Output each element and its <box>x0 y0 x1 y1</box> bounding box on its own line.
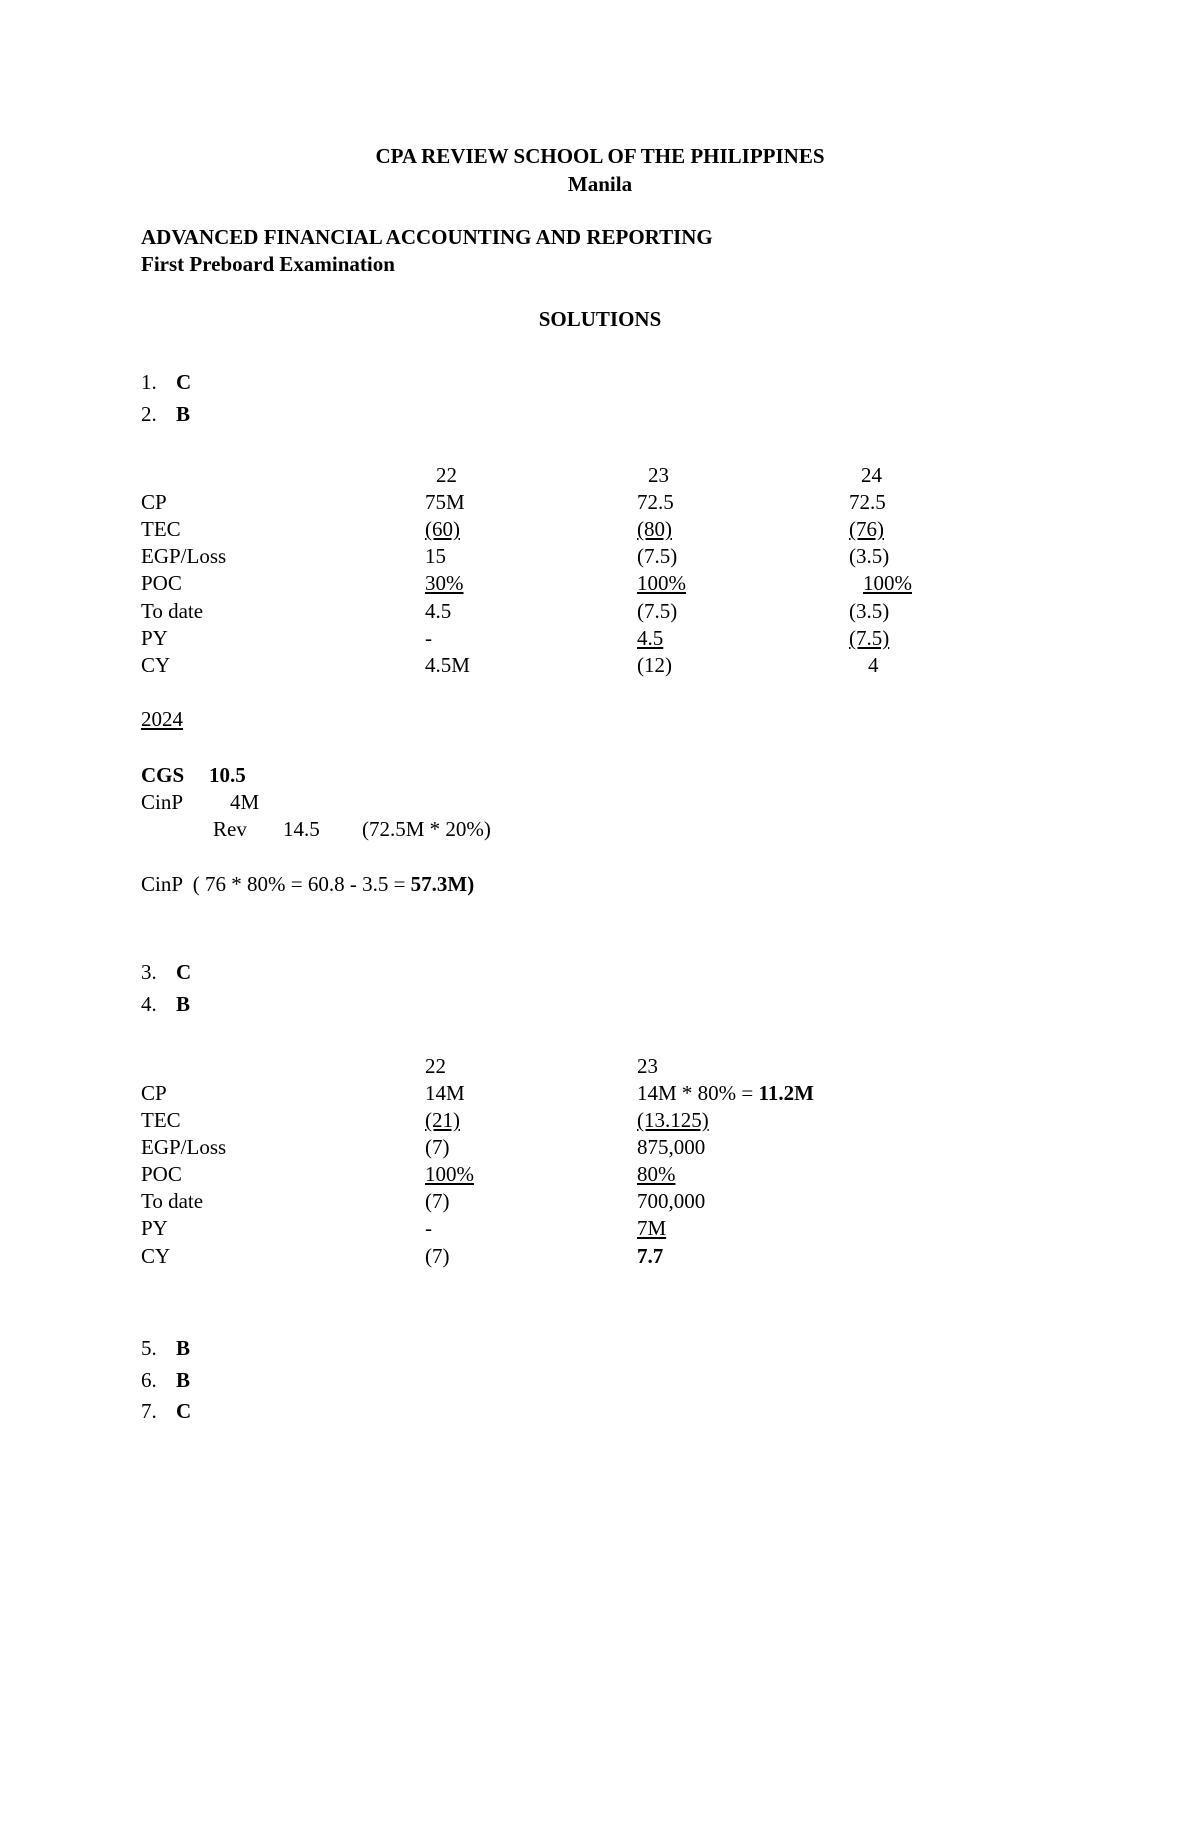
table-cell: 80% <box>637 1162 676 1186</box>
entry-year: 2024 <box>141 707 183 731</box>
answer-letter: B <box>176 1368 191 1392</box>
row-label: PY <box>141 626 168 650</box>
row-label: EGP/Loss <box>141 1135 227 1159</box>
answer-number: 2. <box>141 402 157 426</box>
table-cell: 14M <box>425 1081 465 1105</box>
table-cell: 4.5 <box>425 599 452 623</box>
table-cell: (3.5) <box>849 544 890 568</box>
table-cell: 72.5 <box>637 490 674 514</box>
table-cell: 875,000 <box>637 1135 706 1159</box>
table-cell: (7.5) <box>637 599 678 623</box>
table-cell: 30% <box>425 571 464 595</box>
row-label: PY <box>141 1216 168 1240</box>
column-header: 23 <box>648 463 669 487</box>
answer-number: 5. <box>141 1336 157 1360</box>
cinp-calculation <box>141 871 474 897</box>
cinp-calc-text: CinP ( 76 * 80% = 60.8 - 3.5 = <box>141 872 411 896</box>
answer-number: 1. <box>141 370 157 394</box>
table-cell: (3.5) <box>849 599 890 623</box>
cinp-calc-result: 57.3M) <box>410 872 475 896</box>
cp-formula: 14M * 80% = <box>637 1081 759 1105</box>
row-label: CP <box>141 1081 167 1105</box>
table-cell: (12) <box>637 653 672 677</box>
answer-number: 7. <box>141 1399 157 1423</box>
column-header: 22 <box>436 463 457 487</box>
answer-letter: C <box>176 370 192 394</box>
table-cell <box>637 1080 814 1106</box>
answer-letter: B <box>176 992 191 1016</box>
row-label: TEC <box>141 517 181 541</box>
answer-number: 6. <box>141 1368 157 1392</box>
table-cell: - <box>425 1216 432 1240</box>
table-cell: (7.5) <box>849 626 890 650</box>
row-label: CP <box>141 490 167 514</box>
table-cell: (80) <box>637 517 672 541</box>
answer-number: 3. <box>141 960 157 984</box>
table-cell: 100% <box>637 571 686 595</box>
row-label: POC <box>141 1162 182 1186</box>
city: Manila <box>567 172 633 196</box>
entry-account: CGS <box>141 763 185 787</box>
answer-letter: B <box>176 1336 191 1360</box>
answer-letter: B <box>176 402 191 426</box>
entry-account: CinP <box>141 790 184 814</box>
table-cell: 700,000 <box>637 1189 706 1213</box>
table-cell: (21) <box>425 1108 460 1132</box>
entry-amount: 10.5 <box>209 763 246 787</box>
entry-amount: 14.5 <box>283 817 320 841</box>
row-label: To date <box>141 1189 204 1213</box>
table-cell: 4.5M <box>425 653 470 677</box>
row-label: TEC <box>141 1108 181 1132</box>
table-cell: 4.5 <box>637 626 664 650</box>
table-cell: 72.5 <box>849 490 886 514</box>
table-cell: 7M <box>637 1216 667 1240</box>
table-cell: - <box>425 626 432 650</box>
row-label: To date <box>141 599 204 623</box>
entry-account: Rev <box>213 817 247 841</box>
answer-number: 4. <box>141 992 157 1016</box>
table-cell: 100% <box>425 1162 474 1186</box>
column-header: 24 <box>861 463 882 487</box>
subject-title: ADVANCED FINANCIAL ACCOUNTING AND REPORTING <box>141 225 713 249</box>
table-cell: 15 <box>425 544 446 568</box>
table-cell: (76) <box>849 517 884 541</box>
table-cell: (13.125) <box>637 1108 709 1132</box>
table-cell: (7) <box>425 1189 450 1213</box>
column-header: 22 <box>425 1054 446 1078</box>
table-cell: (60) <box>425 517 460 541</box>
column-header: 23 <box>637 1054 658 1078</box>
entry-note: (72.5M * 20%) <box>362 817 491 841</box>
entry-amount: 4M <box>230 790 260 814</box>
row-label: EGP/Loss <box>141 544 227 568</box>
table-cell: 4 <box>868 653 879 677</box>
exam-title: First Preboard Examination <box>141 252 395 276</box>
table-cell: (7) <box>425 1244 450 1268</box>
school-name: CPA REVIEW SCHOOL OF THE PHILIPPINES <box>375 144 825 168</box>
row-label: POC <box>141 571 182 595</box>
cp-result: 11.2M <box>758 1081 814 1105</box>
table-cell: (7.5) <box>637 544 678 568</box>
table-cell: 100% <box>863 571 912 595</box>
row-label: CY <box>141 653 171 677</box>
row-label: CY <box>141 1244 171 1268</box>
table-cell: 7.7 <box>637 1244 664 1268</box>
solutions-heading: SOLUTIONS <box>538 307 662 331</box>
table-cell: (7) <box>425 1135 450 1159</box>
table-cell: 75M <box>425 490 465 514</box>
answer-letter: C <box>176 1399 192 1423</box>
answer-letter: C <box>176 960 192 984</box>
